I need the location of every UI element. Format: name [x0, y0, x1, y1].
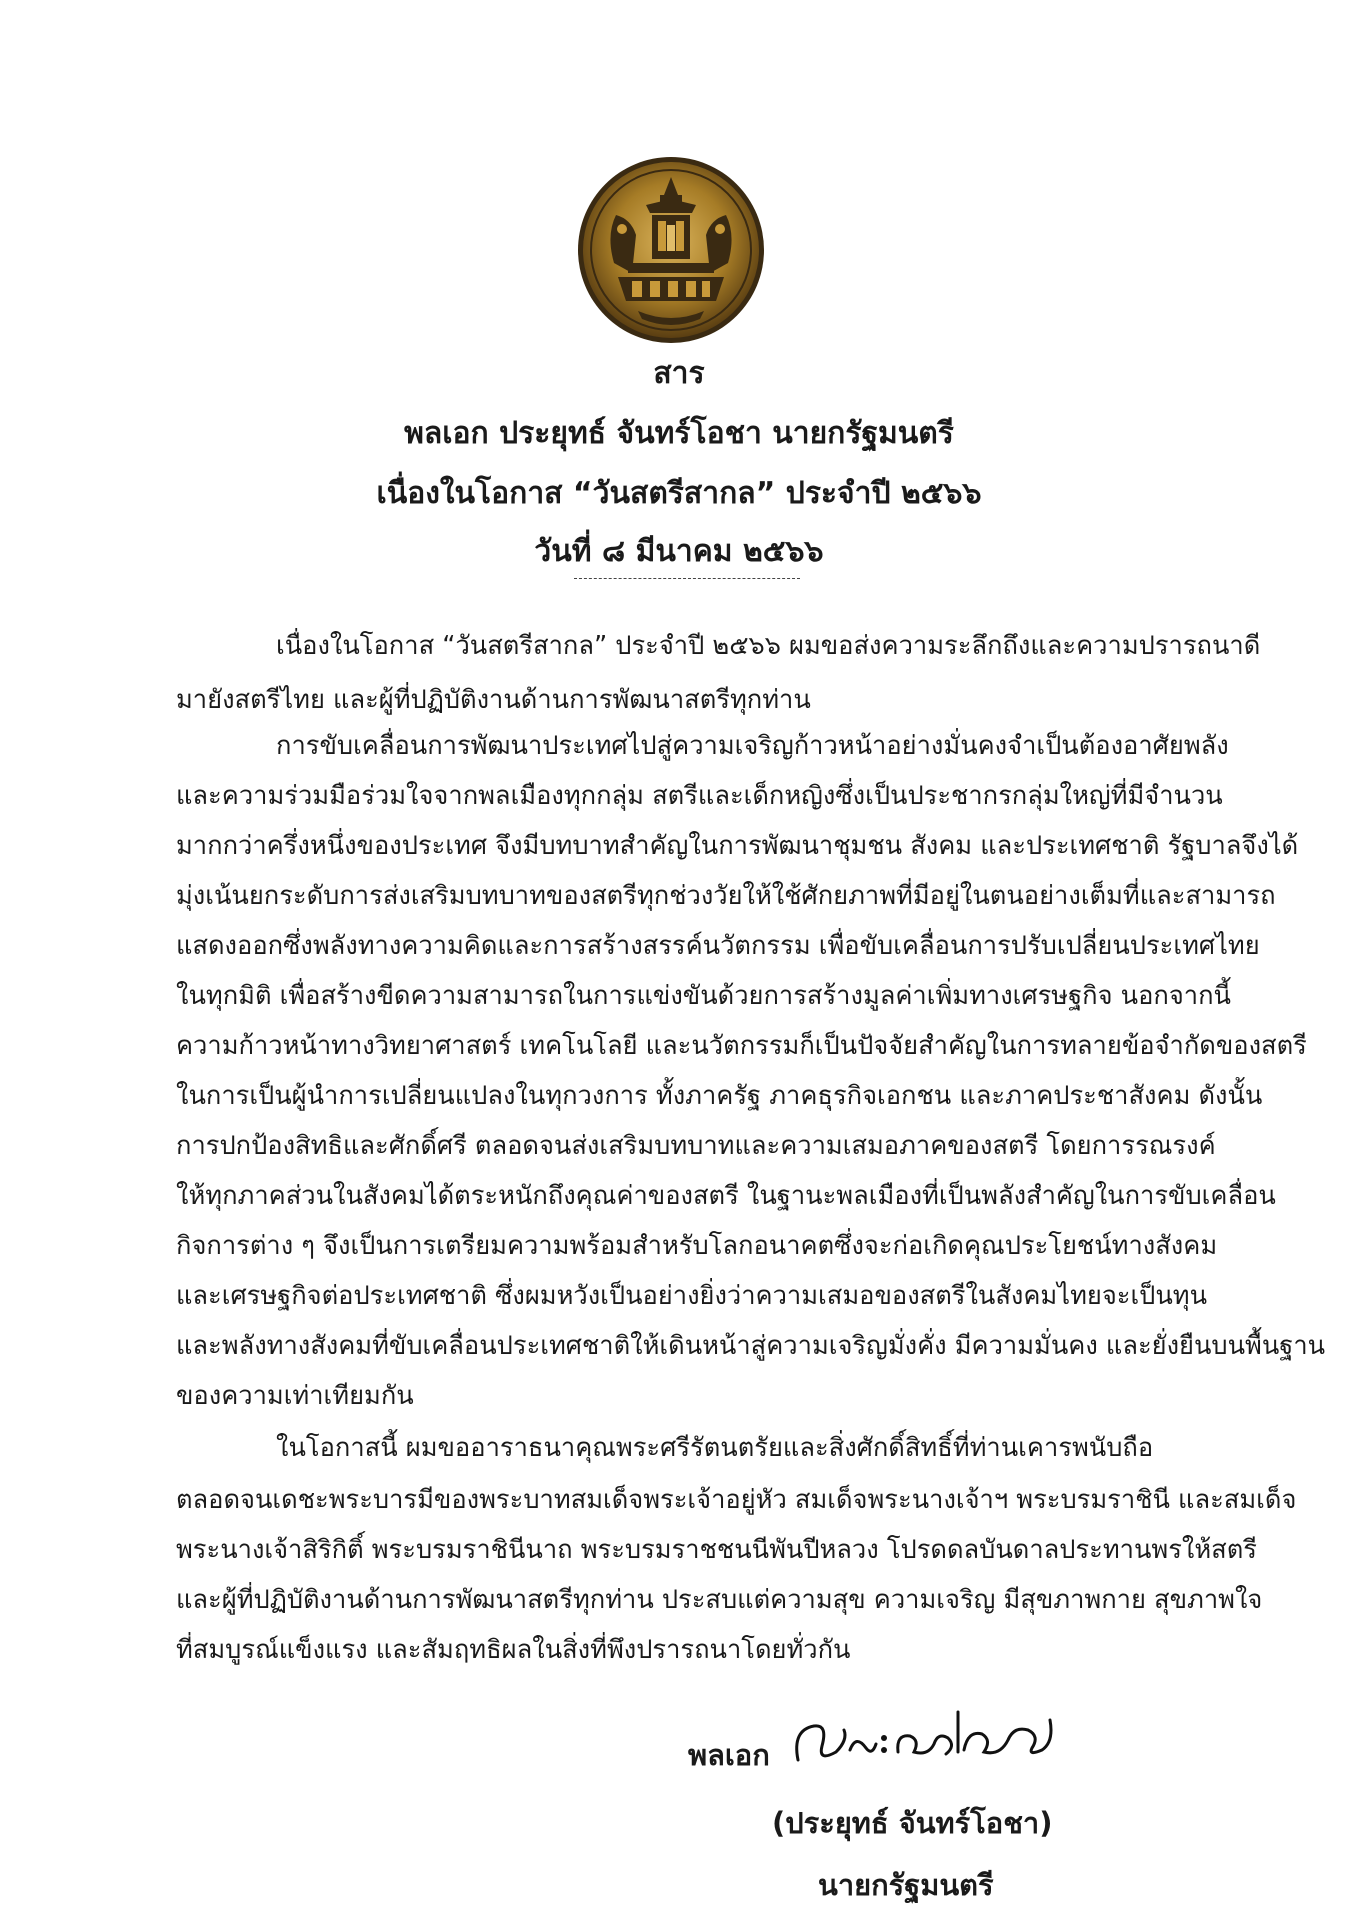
- body-line: ในทุกมิติ เพื่อสร้างขีดความสามารถในการแข่งขันด้วยการสร้างมูลค่าเพิ่มทางเศรษฐกิจ นอกจากนี้: [176, 981, 1231, 1011]
- body-line: พระนางเจ้าสิริกิติ์ พระบรมราชินีนาถ พระบรมราชชนนีพันปีหลวง โปรดดลบันดาลประทานพรให้สตรี: [176, 1535, 1257, 1565]
- body-line: ให้ทุกภาคส่วนในสังคมได้ตระหนักถึงคุณค่าของสตรี ในฐานะพลเมืองที่เป็นพลังสำคัญในการขับเคลื่อน: [176, 1181, 1276, 1211]
- author-line: พลเอก ประยุทธ์ จันทร์โอชา นายกรัฐมนตรี: [404, 416, 954, 451]
- body-line: แสดงออกซึ่งพลังทางความคิดและการสร้างสรรค์นวัตกรรม เพื่อขับเคลื่อนการปรับเปลี่ยนประเทศไทย: [176, 931, 1260, 961]
- date-line: วันที่ ๘ มีนาคม ๒๕๖๖: [534, 534, 824, 569]
- body-line: ความก้าวหน้าทางวิทยาศาสตร์ เทคโนโลยี และนวัตกรรมก็เป็นปัจจัยสำคัญในการทลายข้อจำกัดของสตรี: [176, 1031, 1307, 1061]
- government-seal-icon: [576, 155, 766, 345]
- signatory-title: นายกรัฐมนตรี: [818, 1868, 994, 1902]
- signatory-rank: พลเอก: [688, 1738, 770, 1772]
- body-line: กิจการต่าง ๆ จึงเป็นการเตรียมความพร้อมสำหรับโลกอนาคตซึ่งจะก่อเกิดคุณประโยชน์ทางสังคม: [176, 1231, 1218, 1261]
- body-line: เนื่องในโอกาส “วันสตรีสากล” ประจำปี ๒๕๖๖ ผมขอส่งความระลึกถึงและความปรารถนาดี: [276, 631, 1261, 661]
- body-line: มากกว่าครึ่งหนึ่งของประเทศ จึงมีบทบาทสำคัญในการพัฒนาชุมชน สังคม และประเทศชาติ รัฐบาลจึงได้: [176, 831, 1299, 861]
- body-line: มุ่งเน้นยกระดับการส่งเสริมบทบาทของสตรีทุกช่วงวัยให้ใช้ศักยภาพที่มีอยู่ในตนอย่างเต็มที่และสามารถ: [176, 881, 1276, 911]
- body-line: และความร่วมมือร่วมใจจากพลเมืองทุกกลุ่ม สตรีและเด็กหญิงซึ่งเป็นประชากรกลุ่มใหญ่ที่มีจำนวน: [176, 781, 1223, 811]
- body-line: ในโอกาสนี้ ผมขออาราธนาคุณพระศรีรัตนตรัยและสิ่งศักดิ์สิทธิ์ที่ท่านเคารพนับถือ: [276, 1433, 1154, 1463]
- body-line: ของความเท่าเทียมกัน: [176, 1381, 414, 1411]
- body-line: การขับเคลื่อนการพัฒนาประเทศไปสู่ความเจริญก้าวหน้าอย่างมั่นคงจำเป็นต้องอาศัยพลัง: [276, 731, 1229, 761]
- body-line: ที่สมบูรณ์แข็งแรง และสัมฤทธิผลในสิ่งที่พึงปรารถนาโดยทั่วกัน: [176, 1635, 851, 1665]
- body-line: ในการเป็นผู้นำการเปลี่ยนแปลงในทุกวงการ ทั้งภาครัฐ ภาคธุรกิจเอกชน และภาคประชาสังคม ดังนั้น: [176, 1081, 1263, 1111]
- header-divider: [574, 578, 800, 579]
- letter-heading: สาร: [653, 356, 705, 391]
- body-line: และพลังทางสังคมที่ขับเคลื่อนประเทศชาติให้เดินหน้าสู่ความเจริญมั่งคั่ง มีความมั่นคง และยั่งยืนบนพื้นฐาน: [176, 1331, 1326, 1361]
- occasion-line: เนื่องในโอกาส “วันสตรีสากล” ประจำปี ๒๕๖๖: [376, 476, 982, 511]
- body-line: และผู้ที่ปฏิบัติงานด้านการพัฒนาสตรีทุกท่าน ประสบแต่ความสุข ความเจริญ มีสุขภาพกาย สุขภาพใจ: [176, 1585, 1263, 1615]
- handwritten-signature-icon: [788, 1690, 1078, 1780]
- body-line: ตลอดจนเดชะพระบารมีของพระบาทสมเด็จพระเจ้าอยู่หัว สมเด็จพระนางเจ้าฯ พระบรมราชินี และสมเด็จ: [176, 1485, 1297, 1515]
- signatory-name: (ประยุทธ์ จันทร์โอชา): [772, 1806, 1053, 1840]
- body-line: และเศรษฐกิจต่อประเทศชาติ ซึ่งผมหวังเป็นอย่างยิ่งว่าความเสมอของสตรีในสังคมไทยจะเป็นทุน: [176, 1281, 1208, 1311]
- body-line: การปกป้องสิทธิและศักดิ์ศรี ตลอดจนส่งเสริมบทบาทและความเสมอภาคของสตรี โดยการรณรงค์: [176, 1131, 1216, 1161]
- body-line: มายังสตรีไทย และผู้ที่ปฏิบัติงานด้านการพัฒนาสตรีทุกท่าน: [176, 685, 811, 715]
